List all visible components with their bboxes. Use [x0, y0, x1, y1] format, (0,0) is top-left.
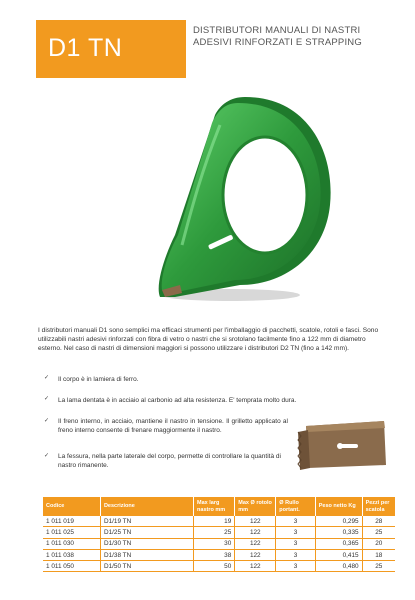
feature-3: Il freno interno, in acciaio, mantiene il nastro in tensione. Il grilletto applicato al freno interno consente di frenare maggiormente il nastro. [58, 418, 288, 434]
cell-larg: 19 [194, 516, 235, 527]
check-icon: ✓ [44, 453, 50, 459]
check-icon: ✓ [44, 418, 50, 424]
cell-descrizione: D1/38 TN [100, 549, 193, 560]
col-peso: Peso netto Kg [315, 497, 362, 516]
col-max-larg: Max larg nastro mm [194, 497, 235, 516]
cell-larg: 38 [194, 549, 235, 560]
cell-codice: 1 011 050 [43, 561, 100, 572]
col-max-diam: Max Ø rotolo mm [235, 497, 276, 516]
cell-larg: 50 [194, 561, 235, 572]
cell-pezzi: 20 [362, 538, 395, 549]
cell-pezzi: 18 [362, 549, 395, 560]
table-row [43, 561, 395, 572]
cell-pezzi: 25 [362, 561, 395, 572]
feature-4: La fessura, nella parte laterale del corpo, permette di controllare la quantità di nastro rimanente. [58, 453, 281, 469]
cell-descrizione: D1/50 TN [100, 561, 193, 572]
cell-pezzi: 25 [362, 527, 395, 538]
col-pezzi: Pezzi per scatola [362, 497, 395, 516]
cell-peso: 0,415 [315, 549, 362, 560]
spec-table [43, 497, 395, 572]
cell-rullo: 3 [276, 549, 315, 560]
cell-diam: 122 [235, 527, 276, 538]
cell-codice: 1 011 030 [43, 538, 100, 549]
cell-larg: 30 [194, 538, 235, 549]
cell-rullo: 3 [276, 527, 315, 538]
cell-codice: 1 011 025 [43, 527, 100, 538]
check-icon: ✓ [44, 375, 50, 381]
cell-peso: 0,480 [315, 561, 362, 572]
cell-rullo: 3 [276, 561, 315, 572]
title-line-2: ADESIVI RINFORZATI E STRAPPING [193, 37, 362, 48]
table-row [43, 538, 395, 549]
cell-codice: 1 011 019 [43, 516, 100, 527]
cell-peso: 0,295 [315, 516, 362, 527]
table-row [43, 549, 395, 560]
check-icon: ✓ [44, 396, 50, 402]
table-row [43, 527, 395, 538]
title-line-1: DISTRIBUTORI MANUALI DI NASTRI [193, 25, 361, 36]
feature-2: La lama dentata è in acciaio al carbonio ad alta resistenza. E' temprata molto dura. [58, 397, 297, 404]
cell-descrizione: D1/25 TN [100, 527, 193, 538]
cell-pezzi: 28 [362, 516, 395, 527]
dispenser-image [120, 85, 335, 310]
product-code: D1 TN [48, 34, 123, 62]
cell-diam: 122 [235, 516, 276, 527]
cell-peso: 0,335 [315, 527, 362, 538]
cell-diam: 122 [235, 538, 276, 549]
cell-descrizione: D1/30 TN [100, 538, 193, 549]
feature-1: Il corpo è in lamiera di ferro. [58, 376, 139, 383]
cell-diam: 122 [235, 561, 276, 572]
cell-larg: 25 [194, 527, 235, 538]
cell-codice: 1 011 038 [43, 549, 100, 560]
blade-image [296, 418, 390, 473]
cell-peso: 0,365 [315, 538, 362, 549]
cell-diam: 122 [235, 549, 276, 560]
cell-rullo: 3 [276, 538, 315, 549]
col-codice: Codice [43, 497, 100, 516]
col-descrizione: Descrizione [100, 497, 193, 516]
table-header-row [43, 497, 395, 516]
col-rullo: Ø Rullo portant. [276, 497, 315, 516]
cell-descrizione: D1/19 TN [100, 516, 193, 527]
intro-paragraph: I distributori manuali D1 sono semplici ma efficaci strumenti per l'imballaggio di pacchetti, scatole, rotoli e fasci. Sono utilizzabili nastri adesivi rinforzati con fibra di vetro o nastri che si srotolano facilmente fino a 122 mm di diametro esterno. Nel caso di nastri di dimensioni maggiori si possono utilizzare i distributori D2 TN (fino a 142 mm). [38, 327, 379, 353]
table-row [43, 516, 395, 527]
cell-rullo: 3 [276, 516, 315, 527]
